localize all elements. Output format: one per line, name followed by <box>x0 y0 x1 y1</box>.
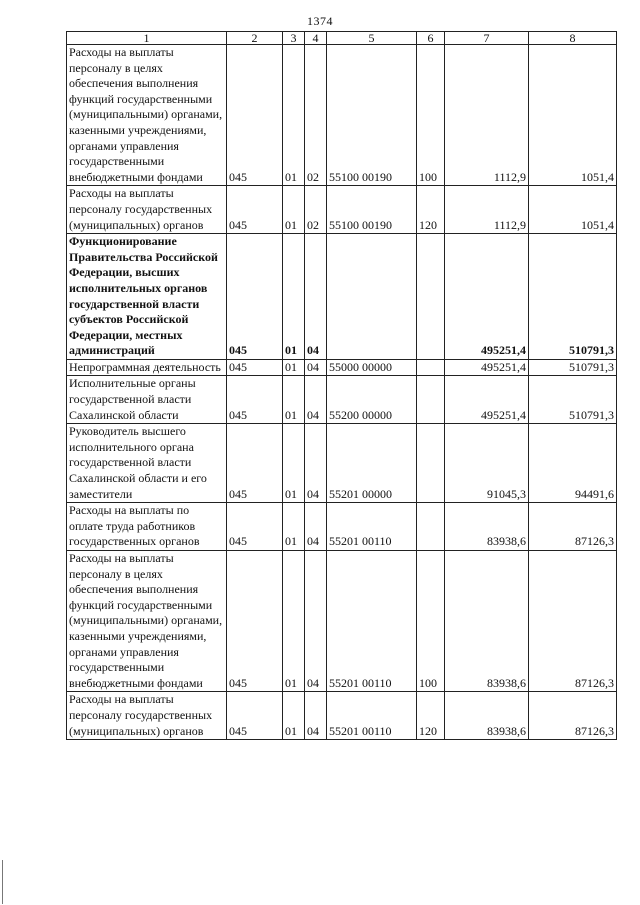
section-cell: 01 <box>283 234 305 360</box>
amount-year1-cell: 1112,9 <box>445 186 529 234</box>
target-article-cell: 55201 00110 <box>327 503 417 551</box>
subsection-cell: 04 <box>305 551 327 692</box>
section-cell: 01 <box>283 692 305 740</box>
subsection-cell: 02 <box>305 45 327 186</box>
amount-year1-cell: 83938,6 <box>445 503 529 551</box>
amount-year1-cell: 91045,3 <box>445 424 529 503</box>
column-header: 8 <box>529 32 617 45</box>
table-row <box>67 503 617 551</box>
subsection-cell: 04 <box>305 376 327 424</box>
budget-table <box>66 31 617 740</box>
admin-code-cell: 045 <box>227 45 283 186</box>
amount-year2-cell: 510791,3 <box>529 234 617 360</box>
section-cell: 01 <box>283 359 305 376</box>
column-header: 5 <box>327 32 417 45</box>
amount-year2-cell: 87126,3 <box>529 692 617 740</box>
column-header: 2 <box>227 32 283 45</box>
target-article-cell <box>327 234 417 360</box>
admin-code-cell: 045 <box>227 186 283 234</box>
table-row <box>67 234 617 360</box>
admin-code-cell: 045 <box>227 692 283 740</box>
amount-year2-cell: 1051,4 <box>529 186 617 234</box>
table-row <box>67 186 617 234</box>
admin-code-cell: 045 <box>227 376 283 424</box>
row-name-cell: Руководитель высшего исполнительного органа государственной власти Сахалинской области и его заместители <box>67 424 227 503</box>
target-article-cell: 55201 00110 <box>327 551 417 692</box>
amount-year2-cell: 510791,3 <box>529 376 617 424</box>
amount-year1-cell: 495251,4 <box>445 234 529 360</box>
column-header: 4 <box>305 32 327 45</box>
row-name-cell: Расходы на выплаты персоналу государственных (муниципальных) органов <box>67 186 227 234</box>
subsection-cell: 04 <box>305 234 327 360</box>
admin-code-cell: 045 <box>227 359 283 376</box>
subsection-cell: 04 <box>305 503 327 551</box>
scan-margin-line <box>2 860 3 904</box>
section-cell: 01 <box>283 376 305 424</box>
table-row <box>67 45 617 186</box>
amount-year2-cell: 87126,3 <box>529 551 617 692</box>
subsection-cell: 04 <box>305 424 327 503</box>
column-number-header-row <box>67 32 617 45</box>
admin-code-cell: 045 <box>227 503 283 551</box>
expense-type-cell <box>417 376 445 424</box>
admin-code-cell: 045 <box>227 424 283 503</box>
amount-year1-cell: 495251,4 <box>445 359 529 376</box>
row-name-cell: Расходы на выплаты персоналу в целях обеспечения выполнения функций государственными (муниципальными) органами, казенными учреждениями, органами управления государственными внебюджетными фондами <box>67 45 227 186</box>
subsection-cell: 02 <box>305 186 327 234</box>
row-name-cell: Расходы на выплаты персоналу в целях обеспечения выполнения функций государственными (муниципальными) органами, казенными учреждениями, органами управления государственными внебюджетными фондами <box>67 551 227 692</box>
amount-year1-cell: 1112,9 <box>445 45 529 186</box>
admin-code-cell: 045 <box>227 551 283 692</box>
expense-type-cell: 100 <box>417 45 445 186</box>
target-article-cell: 55000 00000 <box>327 359 417 376</box>
expense-type-cell <box>417 503 445 551</box>
expense-type-cell: 100 <box>417 551 445 692</box>
section-cell: 01 <box>283 424 305 503</box>
table-row <box>67 692 617 740</box>
row-name-cell: Исполнительные органы государственной власти Сахалинской области <box>67 376 227 424</box>
page-number: 1374 <box>307 14 333 28</box>
expense-type-cell <box>417 359 445 376</box>
section-cell: 01 <box>283 186 305 234</box>
section-cell: 01 <box>283 551 305 692</box>
row-name-cell: Функционирование Правительства Российской Федерации, высших исполнительных органов государственной власти субъектов Российской Федерации, местных администраций <box>67 234 227 360</box>
target-article-cell: 55201 00000 <box>327 424 417 503</box>
expense-type-cell <box>417 234 445 360</box>
amount-year1-cell: 83938,6 <box>445 551 529 692</box>
expense-type-cell: 120 <box>417 186 445 234</box>
column-header: 6 <box>417 32 445 45</box>
section-cell: 01 <box>283 45 305 186</box>
admin-code-cell: 045 <box>227 234 283 360</box>
target-article-cell: 55200 00000 <box>327 376 417 424</box>
table-row <box>67 376 617 424</box>
expense-type-cell: 120 <box>417 692 445 740</box>
amount-year1-cell: 495251,4 <box>445 376 529 424</box>
target-article-cell: 55201 00110 <box>327 692 417 740</box>
table-row <box>67 359 617 376</box>
expense-type-cell <box>417 424 445 503</box>
amount-year2-cell: 1051,4 <box>529 45 617 186</box>
subsection-cell: 04 <box>305 359 327 376</box>
amount-year2-cell: 510791,3 <box>529 359 617 376</box>
target-article-cell: 55100 00190 <box>327 186 417 234</box>
table-row <box>67 424 617 503</box>
section-cell: 01 <box>283 503 305 551</box>
amount-year2-cell: 87126,3 <box>529 503 617 551</box>
subsection-cell: 04 <box>305 692 327 740</box>
row-name-cell: Расходы на выплаты персоналу государственных (муниципальных) органов <box>67 692 227 740</box>
row-name-cell: Непрограммная деятельность <box>67 359 227 376</box>
table-row <box>67 551 617 692</box>
amount-year2-cell: 94491,6 <box>529 424 617 503</box>
row-name-cell: Расходы на выплаты по оплате труда работников государственных органов <box>67 503 227 551</box>
amount-year1-cell: 83938,6 <box>445 692 529 740</box>
column-header: 7 <box>445 32 529 45</box>
column-header: 1 <box>67 32 227 45</box>
target-article-cell: 55100 00190 <box>327 45 417 186</box>
column-header: 3 <box>283 32 305 45</box>
